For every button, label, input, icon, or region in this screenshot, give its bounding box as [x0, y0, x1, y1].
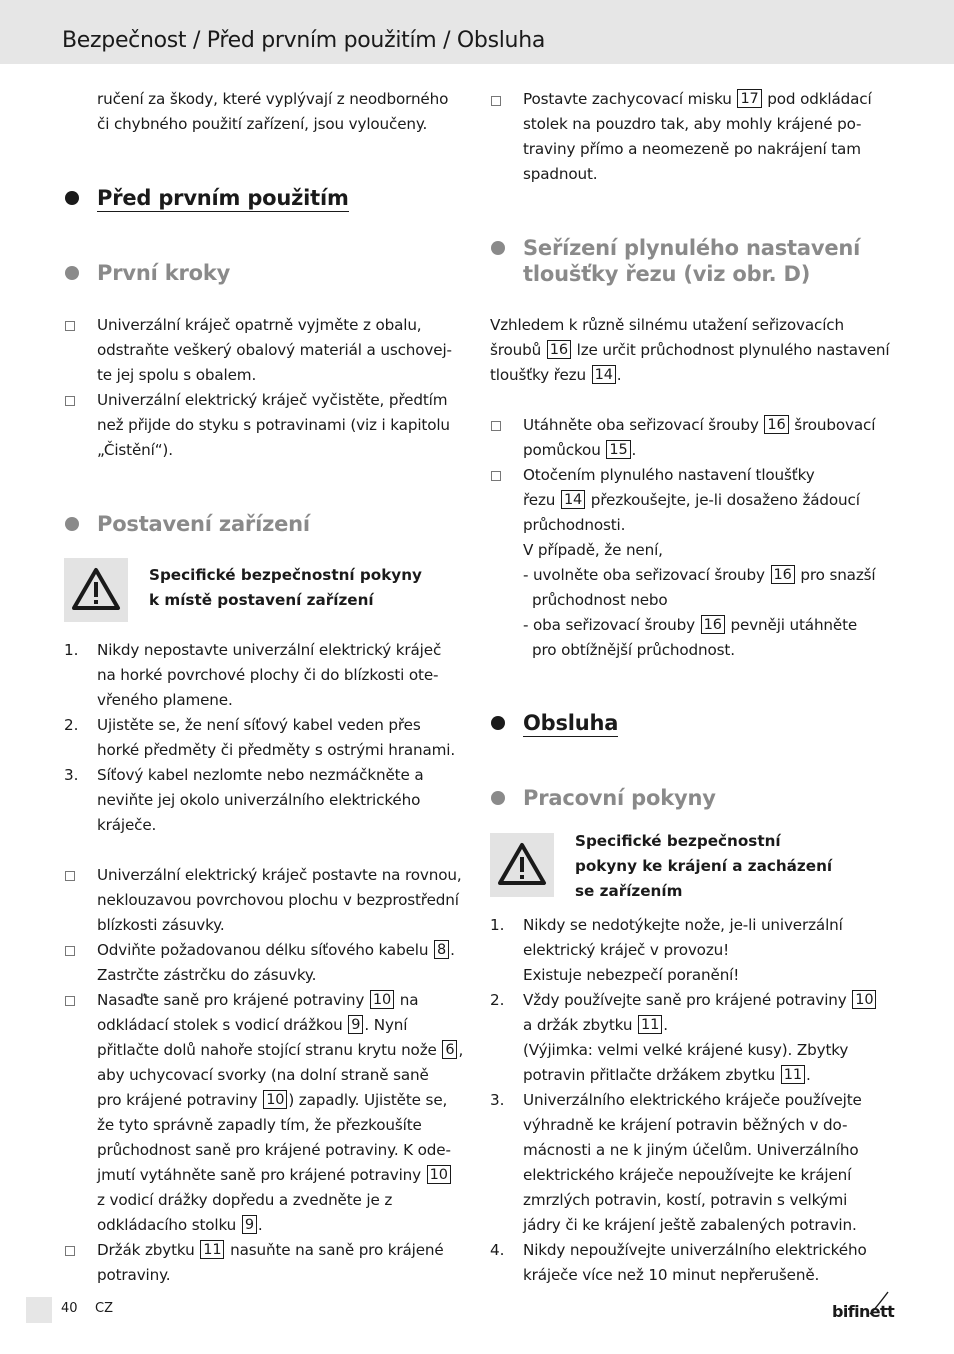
text-run: - uvolněte oba seřizovací šrouby	[523, 566, 765, 584]
text-line: se zařízením	[575, 882, 683, 900]
text-run: .	[805, 1066, 811, 1084]
intro-paragraph	[97, 87, 448, 137]
text-line	[523, 1063, 877, 1088]
text-run: Vždy používejte saně pro krájené potraviny	[523, 991, 847, 1009]
checkbox-bullet-icon	[491, 421, 501, 431]
text-run: odkládací stolek s vodicí drážkou	[97, 1016, 343, 1034]
list-number: 1.	[64, 641, 79, 659]
text-line	[523, 413, 875, 438]
part-reference: 11	[781, 1065, 805, 1084]
list-item	[97, 388, 450, 463]
part-reference: 16	[764, 415, 788, 434]
part-reference: 16	[701, 615, 725, 634]
text-run: - oba seřizovací šrouby	[523, 616, 695, 634]
part-reference: 16	[771, 565, 795, 584]
text-line: aby uchycovací svorky (na dolní straně saně	[97, 1066, 429, 1084]
text-run: přitlačte dolů nahoře stojící stranu krytu nože	[97, 1041, 437, 1059]
text-run: na	[399, 991, 419, 1009]
text-line	[523, 438, 875, 463]
logo-text: bifinett	[832, 1302, 895, 1321]
text-run: pod odkládací	[767, 90, 872, 108]
section-dot-icon	[65, 517, 79, 531]
text-line: zmrzlých potravin, kostí, potravin s velkými	[523, 1191, 848, 1209]
list-item	[97, 988, 463, 1238]
list-item	[97, 938, 455, 988]
part-reference: 14	[592, 365, 616, 384]
text-run: .	[257, 1216, 263, 1234]
text-line: V případě, že není,	[523, 541, 663, 559]
text-run: Odviňte požadovanou délku síťového kabelu	[97, 941, 429, 959]
text-run: a držák zbytku	[523, 1016, 633, 1034]
list-number: 2.	[490, 991, 505, 1009]
checkbox-bullet-icon	[65, 396, 75, 406]
text-line: kráječe více než 10 minut nepřerušeně.	[523, 1266, 820, 1284]
text-line: pokyny ke krájení a zacházení	[575, 857, 833, 875]
text-line	[97, 988, 463, 1013]
part-reference: 11	[638, 1015, 662, 1034]
text-line: Vzhledem k různě silnému utažení seřizovacích	[490, 316, 844, 334]
page-number: 40	[61, 1301, 78, 1316]
text-line: „Čistění“).	[97, 441, 173, 459]
section-dot-icon	[65, 191, 79, 205]
warning-box	[490, 833, 554, 897]
text-line	[490, 363, 889, 388]
text-line: elektrický kráječ v provozu!	[523, 941, 730, 959]
heading-adjust	[523, 235, 860, 287]
heading-first-steps: První kroky	[97, 261, 231, 285]
text-line: Síťový kabel nezlomte nebo nezmáčkněte a	[97, 766, 424, 784]
part-reference: 14	[561, 490, 585, 509]
brand-logo	[832, 1302, 894, 1321]
text-line: či chybného použití zařízení, jsou vyloučeny.	[97, 115, 428, 133]
text-line	[523, 988, 877, 1013]
text-line: kráječe.	[97, 816, 157, 834]
list-item	[523, 1088, 862, 1238]
heading-text: Před prvním použitím	[97, 186, 349, 210]
text-line: Specifické bezpečnostní pokyny	[149, 566, 422, 584]
footer-page-box	[26, 1297, 52, 1323]
text-line	[523, 1013, 877, 1038]
text-run: pomůckou	[523, 441, 601, 459]
text-line	[523, 613, 876, 638]
list-number: 1.	[490, 916, 505, 934]
list-number: 4.	[490, 1241, 505, 1259]
text-line: neviňte jej okolo univerzálního elektrického	[97, 791, 421, 809]
text-run: Nasaďte saně pro krájené potraviny	[97, 991, 365, 1009]
checkbox-bullet-icon	[65, 871, 75, 881]
warning-triangle-icon	[64, 558, 128, 622]
text-line	[523, 87, 872, 112]
text-line: traviny přímo a neomezeně po nakrájení tam	[523, 140, 861, 158]
checkbox-bullet-icon	[491, 471, 501, 481]
text-line: mácnosti a ne k jiným účelům. Univerzálního	[523, 1141, 859, 1159]
text-line	[523, 563, 876, 588]
text-line: výhradně ke krájení potravin běžných v do-	[523, 1116, 848, 1134]
text-run: lze určit průchodnost plynulého nastavení	[576, 341, 890, 359]
logo-swoosh-icon	[868, 1290, 890, 1316]
warning-triangle-icon	[490, 833, 554, 897]
checkbox-bullet-icon	[65, 1246, 75, 1256]
list-item	[523, 463, 876, 663]
list-item	[97, 763, 423, 838]
part-reference: 10	[370, 990, 394, 1009]
part-reference: 8	[434, 940, 449, 959]
warning-box	[64, 558, 128, 622]
language-code: CZ	[95, 1301, 113, 1316]
text-run: Postavte zachycovací misku	[523, 90, 732, 108]
text-line: Univerzální elektrický kráječ vyčistěte, předtím	[97, 391, 448, 409]
text-run: ,	[458, 1041, 464, 1059]
heading-operation	[523, 710, 618, 736]
text-run: šroubovací	[794, 416, 876, 434]
text-line	[97, 1013, 463, 1038]
heading-setup: Postavení zařízení	[97, 512, 310, 536]
text-line	[490, 338, 889, 363]
part-reference: 10	[852, 990, 876, 1009]
text-line: odstraňte veškerý obalový materiál a uschovej-	[97, 341, 452, 359]
text-run: ) zapadly. Ujistěte se,	[288, 1091, 448, 1109]
text-line: průchodnost saně pro krájené potraviny. K ode-	[97, 1141, 451, 1159]
part-reference: 6	[442, 1040, 457, 1059]
page-title: Bezpečnost / Před prvním použitím / Obsluha	[62, 28, 546, 53]
checkbox-bullet-icon	[65, 946, 75, 956]
text-line: Univerzálního elektrického kráječe používejte	[523, 1091, 862, 1109]
text-line: Otočením plynulého nastavení tloušťky	[523, 466, 815, 484]
text-line: vřeného plamene.	[97, 691, 233, 709]
list-number: 2.	[64, 716, 79, 734]
text-line: Univerzální elektrický kráječ postavte na rovnou,	[97, 866, 462, 884]
part-reference: 9	[348, 1015, 363, 1034]
text-line	[97, 1088, 463, 1113]
text-run: Utáhněte oba seřizovací šrouby	[523, 416, 759, 434]
list-item	[97, 313, 452, 388]
text-run: .	[631, 441, 637, 459]
text-run: . Nyní	[364, 1016, 408, 1034]
text-run: přezkoušejte, je-li dosaženo žádoucí	[590, 491, 860, 509]
text-line: jádry či ke krájení ještě zabalených potravin.	[523, 1216, 857, 1234]
text-run: pevněji utáhněte	[730, 616, 858, 634]
adjust-intro	[490, 313, 889, 388]
warning-text	[575, 829, 832, 904]
text-run: pro krájené potraviny	[97, 1091, 258, 1109]
text-run: řezu	[523, 491, 556, 509]
list-item	[523, 988, 877, 1088]
list-item	[523, 913, 843, 988]
list-item	[523, 1238, 867, 1288]
text-line: stolek na pouzdro tak, aby mohly krájené po-	[523, 115, 862, 133]
list-number: 3.	[490, 1091, 505, 1109]
part-reference: 10	[427, 1165, 451, 1184]
text-line: na horké povrchové plochy či do blízkosti ote-	[97, 666, 439, 684]
section-dot-icon	[491, 716, 505, 730]
section-dot-icon	[491, 241, 505, 255]
heading-work-instructions: Pracovní pokyny	[523, 786, 716, 810]
text-line: horké předměty či předměty s ostrými hranami.	[97, 741, 456, 759]
part-reference: 9	[242, 1215, 257, 1234]
text-line: Specifické bezpečnostní	[575, 832, 781, 850]
checkbox-bullet-icon	[491, 96, 501, 106]
text-run: Držák zbytku	[97, 1241, 195, 1259]
list-item	[523, 413, 875, 463]
checkbox-bullet-icon	[65, 321, 75, 331]
text-line: elektrického kráječe nepoužívejte ke krájení	[523, 1166, 852, 1184]
text-run: pro snazší	[800, 566, 876, 584]
part-reference: 16	[547, 340, 571, 359]
text-line	[97, 1038, 463, 1063]
text-line: pro obtížnější průchodnost.	[532, 641, 735, 659]
text-line: Ujistěte se, že není síťový kabel veden přes	[97, 716, 421, 734]
text-run: tloušťky řezu	[490, 366, 586, 384]
text-run: potravin přitlačte držákem zbytku	[523, 1066, 776, 1084]
part-reference: 17	[737, 89, 761, 108]
text-line: Univerzální kráječ opatrně vyjměte z obalu,	[97, 316, 422, 334]
list-item	[97, 863, 462, 938]
text-run: šroubů	[490, 341, 542, 359]
text-line: potraviny.	[97, 1266, 171, 1284]
text-line: Nikdy nepostavte univerzální elektrický kráječ	[97, 641, 442, 659]
checkbox-bullet-icon	[65, 996, 75, 1006]
list-item	[97, 638, 441, 713]
text-run: .	[663, 1016, 668, 1034]
text-line: Existuje nebezpečí poranění!	[523, 966, 740, 984]
text-run: odkládacího stolku	[97, 1216, 237, 1234]
text-run: nasuňte na saně pro krájené	[230, 1241, 444, 1259]
list-item	[97, 1238, 444, 1288]
part-reference: 11	[200, 1240, 224, 1259]
text-line: Nikdy nepoužívejte univerzálního elektrického	[523, 1241, 867, 1259]
section-dot-icon	[491, 791, 505, 805]
heading-text: Obsluha	[523, 711, 619, 735]
text-line: Nikdy se nedotýkejte nože, je-li univerzální	[523, 916, 843, 934]
part-reference: 10	[263, 1090, 287, 1109]
text-line	[97, 1238, 444, 1263]
text-line: ručení za škody, které vyplývají z neodborného	[97, 90, 449, 108]
part-reference: 15	[606, 440, 630, 459]
text-line: Zastrčte zástrčku do zásuvky.	[97, 966, 317, 984]
heading-line: tloušťky řezu (viz obr. D)	[523, 262, 811, 286]
text-line: spadnout.	[523, 165, 598, 183]
text-line	[97, 1163, 463, 1188]
heading-line: Seřízení plynulého nastavení	[523, 236, 861, 260]
text-line	[523, 488, 876, 513]
text-line: průchodnost nebo	[532, 591, 668, 609]
list-number: 3.	[64, 766, 79, 784]
list-item	[97, 713, 455, 763]
text-line: neklouzavou povrchovou plochu v bezprostřední	[97, 891, 459, 909]
text-line: Odviňte požadovanou délku síťového kabelu 8 .	[97, 941, 455, 959]
text-line: než přijde do styku s potravinami (viz i kapitolu	[97, 416, 450, 434]
text-run: jmutí vytáhněte saně pro krájené potraviny	[97, 1166, 421, 1184]
text-line: že tyto správně zapadly tím, že přezkoušíte	[97, 1116, 422, 1134]
warning-text	[149, 563, 422, 613]
text-line: te jej spolu s obalem.	[97, 366, 257, 384]
heading-before-first-use	[97, 185, 349, 211]
text-line: k místě postavení zařízení	[149, 591, 374, 609]
text-line: z vodicí drážky dopředu a zvedněte je z	[97, 1191, 393, 1209]
list-item	[523, 87, 872, 187]
text-run: .	[616, 366, 622, 384]
text-line: (Výjimka: velmi velké krájené kusy). Zbytky	[523, 1041, 849, 1059]
text-line: průchodnosti.	[523, 516, 626, 534]
text-line	[97, 1213, 463, 1238]
text-line: blízkosti zásuvky.	[97, 916, 225, 934]
section-dot-icon	[65, 266, 79, 280]
